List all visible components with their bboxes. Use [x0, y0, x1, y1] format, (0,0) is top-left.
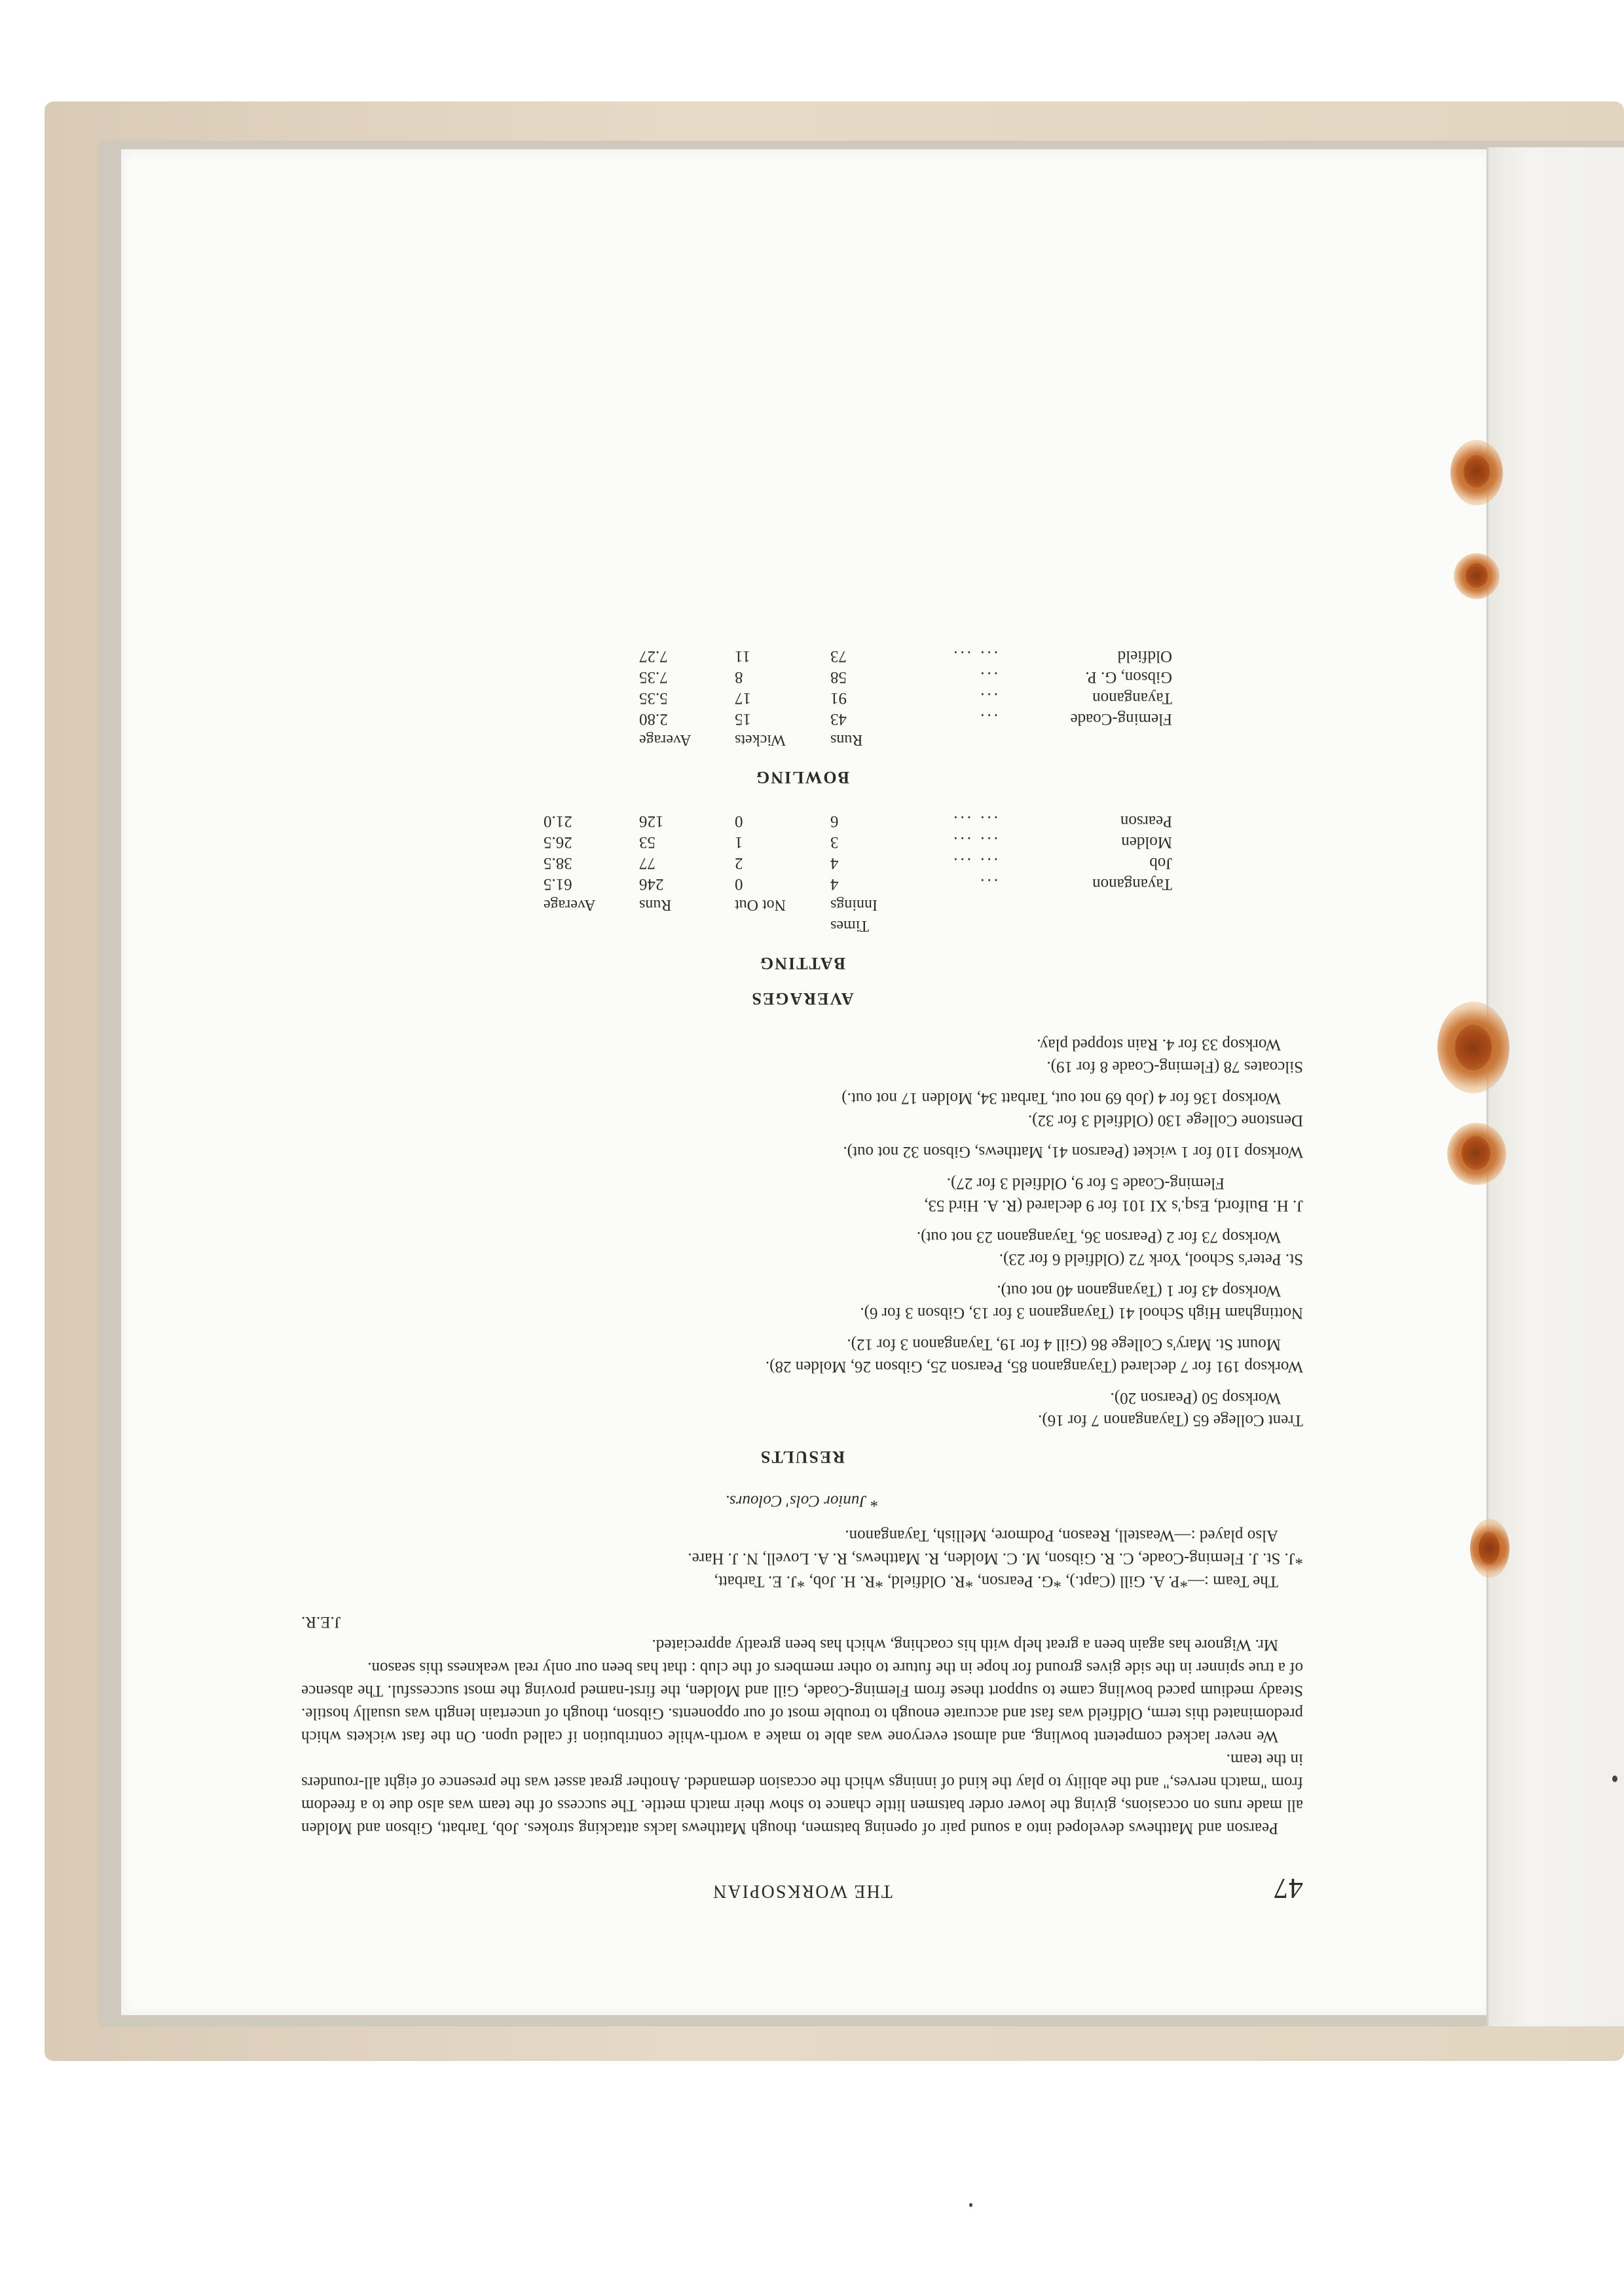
column-header: Innings: [830, 896, 877, 913]
table-row: [627, 647, 1172, 668]
runs: 77: [639, 854, 655, 872]
runs: 53: [639, 833, 655, 851]
wickets: 17: [735, 689, 751, 707]
report-paragraph: Pearson and Matthews developed into a sound pair of opening batsmen, though Matthews lacks attacking strokes. Job, Tarbatt, Gibson and Molden all made runs on occasions, giving the lower order batsmen little chance to show their match mettle. The success of the team was also due to a freedom from "match nerves," and the ability to play the kind of innings which the occasion demanded. Another great asset was the presence of eight all-rounders in the team.: [301, 1751, 1303, 1837]
result-line: Mount St. Mary's College 86 (Gill 4 for 19, Tayanganon 3 for 12).: [847, 1336, 1281, 1353]
running-head: [301, 1866, 1303, 1905]
runs: 58: [830, 668, 847, 686]
bowling-table: [627, 647, 1172, 752]
result-line: Worksop 191 for 7 declared (Tayanganon 85, Pearson 25, Gibson 26, Molden 28).: [765, 1358, 1303, 1376]
average: 2.80: [639, 710, 668, 728]
facing-page-edge: [1486, 147, 1624, 2026]
match-result: [301, 1140, 1303, 1163]
results-list: [301, 1033, 1303, 1431]
table-row: [627, 710, 1172, 731]
rust-stain: [1455, 1025, 1492, 1070]
also-played: Also played :—Weastell, Reason, Podmore, Mellish, Tayanganon.: [845, 1527, 1278, 1544]
bowling-heading: BOWLING: [754, 768, 850, 787]
batting-table: [532, 812, 1172, 938]
not-out: 0: [735, 812, 743, 830]
leader-dots: ... ...: [951, 833, 998, 851]
table-row: [627, 689, 1172, 710]
team-line: *J. St. J. Fleming-Coade, C. R. Gibson, M. C. Molden, R. Matthews, R. A. Lovell, N. J. Hare.: [688, 1550, 1303, 1567]
result-line: Worksop 50 (Pearson 20).: [1110, 1389, 1281, 1407]
leader-dots: ...: [978, 689, 998, 707]
match-result: [301, 1387, 1303, 1431]
column-header: Wickets: [735, 731, 786, 748]
average: 38.5: [544, 854, 572, 872]
average: 26.5: [544, 833, 572, 851]
match-result: [301, 1087, 1303, 1131]
wickets: 11: [735, 647, 751, 665]
result-line: Worksop 73 for 2 (Pearson 36, Tayanganon 23 not out).: [916, 1228, 1281, 1246]
not-out: 1: [735, 833, 743, 851]
not-out: 2: [735, 854, 743, 872]
result-line: Worksop 136 for 4 (Job 69 not out, Tarbatt 34, Molden 17 not out.): [841, 1089, 1281, 1107]
team-list: [301, 1491, 1303, 1593]
magazine-title: THE WORKSOPIAN: [712, 1881, 893, 1901]
innings: 3: [830, 833, 839, 851]
innings: 4: [830, 854, 839, 872]
rust-stain: [1462, 1136, 1490, 1170]
innings: 6: [830, 812, 839, 830]
result-line: Worksop 33 for 4. Rain stopped play.: [1037, 1036, 1281, 1053]
match-result: [301, 1033, 1303, 1078]
result-line: Worksop 110 for 1 wicket (Pearson 41, Matthews, Gibson 32 not out).: [843, 1143, 1303, 1161]
leader-dots: ... ...: [951, 812, 998, 830]
results-heading: RESULTS: [759, 1448, 845, 1467]
column-header: Runs: [639, 896, 672, 913]
player-name: Oldfield: [1117, 647, 1172, 665]
team-line: The Team :—*P. A. Gill (Capt.), *G. Pearson, *R. Oldfield, *R. H. Job, *J. E. Tarbatt,: [714, 1573, 1278, 1590]
table-row: [532, 875, 1172, 896]
match-result: [301, 1172, 1303, 1216]
column-header: Not Out: [735, 896, 786, 913]
leader-dots: ... ...: [951, 647, 998, 665]
batting-heading: BATTING: [759, 954, 845, 973]
result-line: St. Peter's School, York 72 (Oldfield 6 for 23).: [999, 1250, 1303, 1268]
player-name: Gibson, G. P.: [1085, 668, 1172, 686]
author-signature: J.E.R.: [301, 1613, 341, 1631]
player-name: Tayanganon: [1092, 689, 1172, 707]
rust-stain: [1464, 455, 1490, 488]
report-paragraph: Mr. Wignore has again been a great help with his coaching, which has been greatly appreciated.: [652, 1636, 1278, 1654]
player-name: Job: [1149, 854, 1172, 872]
leader-dots: ...: [978, 875, 998, 893]
leader-dots: ... ...: [951, 854, 998, 872]
speck: [1612, 1776, 1617, 1782]
column-header: Times: [830, 917, 870, 934]
average: 21.0: [544, 812, 572, 830]
table-header: [532, 896, 1172, 917]
result-line: Worksop 43 for 1 (Tayanganon 40 not out).: [997, 1282, 1281, 1300]
result-line: Fleming-Coade 5 for 9, Oldfield 3 for 27).: [946, 1175, 1225, 1192]
table-row: [532, 833, 1172, 854]
averages-heading: AVERAGES: [750, 989, 854, 1008]
player-name: Fleming-Coade: [1070, 710, 1172, 728]
match-result: [301, 1279, 1303, 1324]
wickets: 8: [735, 668, 743, 686]
average: 61.5: [544, 875, 572, 893]
result-line: Nottingham High School 41 (Tayanganon 3 for 13, Gibson 3 for 6).: [860, 1304, 1303, 1322]
page-number: 47: [1273, 1872, 1303, 1904]
runs: 73: [830, 647, 847, 665]
innings: 4: [830, 875, 839, 893]
rust-stain: [1479, 1532, 1500, 1565]
match-result: [301, 1226, 1303, 1270]
column-header: Runs: [830, 731, 863, 748]
runs: 43: [830, 710, 847, 728]
table-header: [627, 731, 1172, 752]
runs: 246: [639, 875, 664, 893]
player-name: Pearson: [1120, 812, 1172, 830]
table-row: [532, 812, 1172, 833]
runs: 126: [639, 812, 664, 830]
report-paragraph: We never lacked competent bowling, and almost everyone was able to make a worth-while contribution if called upon. On the fast wickets which predominated this term, Oldfield was fast and accurate enough to trouble most of our opponents. Gibson, though of uncertain length was usually hostile. Steady medium paced bowling came to support these from Fleming-Coade, Gill and Molden, the first-named proving the most successful. The absence of a true spinner in the side gives ground for hope in the future to other members of the club : that has been our only real weakness this season.: [301, 1659, 1303, 1745]
leader-dots: ...: [978, 710, 998, 728]
wickets: 15: [735, 710, 751, 728]
average: 5.35: [639, 689, 668, 707]
result-line: Trent College 65 (Tayanganon 7 for 16).: [1038, 1412, 1303, 1429]
average: 7.35: [639, 668, 668, 686]
average: 7.27: [639, 647, 668, 665]
result-line: Silcoates 78 (Fleming-Coade 8 for 19).: [1046, 1058, 1303, 1076]
colours-footnote: * Junior Cols' Colours.: [725, 1492, 879, 1510]
column-header: Average: [544, 896, 596, 913]
leader-dots: ...: [978, 668, 998, 686]
speck: [969, 2203, 972, 2207]
result-line: J. H. Bulford, Esq.'s XI 101 for 9 declared (R. A. Hird 53,: [924, 1197, 1303, 1214]
match-result: [301, 1333, 1303, 1377]
upside-down-printed-page: [301, 380, 1303, 1905]
table-row: [627, 668, 1172, 689]
rust-stain: [1466, 563, 1488, 588]
table-row: [532, 854, 1172, 875]
runs: 91: [830, 689, 847, 707]
not-out: 0: [735, 875, 743, 893]
player-name: Molden: [1121, 833, 1172, 851]
player-name: Tayanganon: [1092, 875, 1172, 893]
table-header: [532, 917, 1172, 938]
result-line: Denstone College 130 (Oldfield 3 for 32).: [1027, 1112, 1303, 1129]
column-header: Average: [639, 731, 692, 748]
